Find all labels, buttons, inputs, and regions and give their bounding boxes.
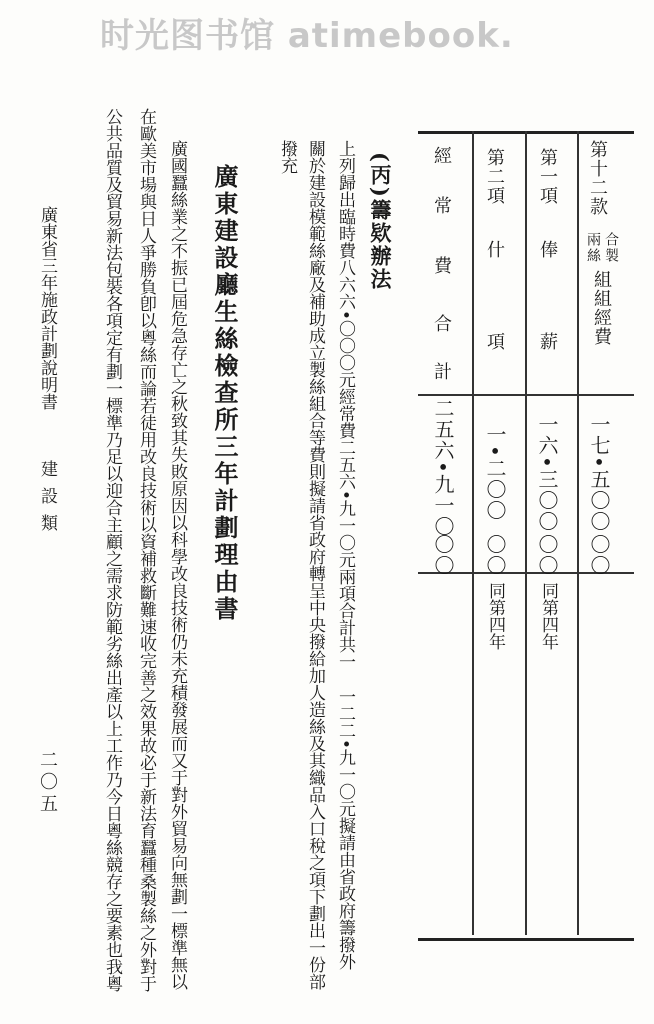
table-row-1-sub-bottom: 兩絲 [585, 232, 601, 264]
table-row-2-name-a: 俸 [537, 240, 558, 259]
table-row-2-label: 第一項 [537, 148, 558, 205]
table-row-4-char-3: 費 [431, 256, 452, 275]
table-row-1-amount: 一七•五〇〇 [587, 414, 611, 532]
table-row-2-decimals: 〇〇 [535, 534, 559, 576]
table-row-3-name-a: 什 [484, 240, 505, 259]
table-row-1-name: 組組經費 [591, 270, 612, 346]
running-head-title: 廣東省三年施政計劃說明書 [37, 206, 57, 410]
running-head-category: 建設類 [37, 460, 57, 541]
table-row-3-amount: 一•二〇〇 [483, 424, 507, 521]
table-divider [472, 131, 474, 935]
table-row-4-amount: 二五六•九一〇 [431, 398, 455, 537]
table-row-4-decimals: 〇〇 [431, 534, 455, 576]
paragraph-line-1: 廣國蠶絲業之不振已屆危急存亡之秋致其失敗原因以科學改良技術仍未充積發展而又于對外貿易向無劃一標準無以 [167, 140, 187, 990]
page-number: 二〇五 [37, 750, 58, 816]
funding-line-1a: 上列歸出臨時費八六六•〇〇〇元經常費二五六•九一〇元兩項合計共一 [335, 140, 355, 671]
table-row-3-decimals: 〇〇 [483, 534, 507, 576]
table-row-3-label: 第二項 [484, 148, 505, 205]
table-row-1-label: 第十二款 [587, 140, 608, 216]
funding-heading: (丙)籌欵辦法 [368, 152, 393, 291]
table-row-1-decimals: 〇〇 [587, 534, 611, 576]
table-row-4-char-1: 經 [431, 146, 452, 165]
section-title: 廣東建設廳生絲檢查所三年計劃理由書 [210, 164, 239, 623]
table-row-4-char-4: 合 [431, 314, 452, 333]
table-row-3-name-b: 項 [484, 332, 505, 351]
paragraph-line-2: 在歐美市場與日人爭勝負卽以粵絲而論若徒用改良技術以資補救斷難速收完善之效果故必于新法育蠶種桑製絲之外對于 [136, 108, 156, 992]
funding-line-2: 關於建設模範絲廠及補助成立製絲組合等費則擬請省政府轉呈中央撥給加人造絲及其織品入口稅之項下劃出一份部 [305, 140, 325, 990]
table-row-2-note: 同第四年 [538, 582, 558, 650]
table-divider [577, 131, 579, 935]
funding-line-3: 撥充 [277, 140, 297, 174]
table-row-4-char-2: 常 [431, 196, 452, 215]
paragraph-line-3: 公共品質及貿易新法包裝各項定有劃一標準乃足以迎合主顧之需求防範劣絲出產以上工作乃今日粵絲競存之要素也我粵 [102, 108, 122, 992]
table-row-1-sub-top: 合製 [603, 232, 619, 264]
table-divider [525, 131, 527, 935]
table-rule [418, 394, 634, 396]
table-row-3-note: 同第四年 [485, 582, 505, 650]
table-row-2-amount: 一六•三〇〇 [535, 414, 559, 532]
table-row-2-name-b: 薪 [537, 332, 558, 351]
watermark: 时光图书馆 atimebook. [100, 16, 514, 56]
funding-line-1b: 一二二•九一〇元擬請由省政府籌撥外 [335, 688, 355, 971]
table-row-4-char-5: 計 [431, 362, 452, 381]
